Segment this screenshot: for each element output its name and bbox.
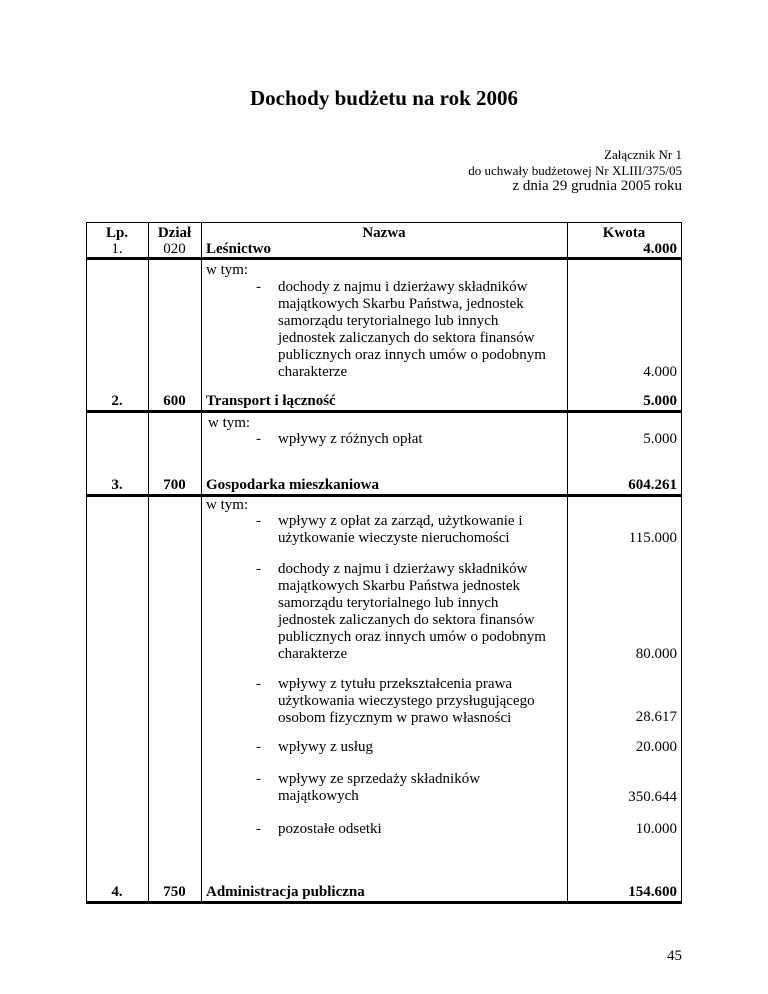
section-3-item-6-bullet: - (256, 821, 261, 837)
line: publicznych oraz innych umów o podobnym (278, 629, 546, 645)
line: wpływy ze sprzedaży składników (278, 771, 481, 787)
section-2-item-1-bullet: - (256, 431, 261, 447)
line: użytkowania wieczystego przysługującego (278, 693, 535, 709)
line: osobom fizycznym w prawo własności (278, 710, 512, 726)
page-title: Dochody budżetu na rok 2006 (250, 86, 518, 110)
section-2-item-1-amount: 5.000 (643, 431, 677, 447)
row-separator-2 (86, 410, 682, 413)
annex-line-3: z dnia 29 grudnia 2005 roku (512, 178, 682, 194)
section-2-item-1-text (278, 431, 423, 448)
section-3-w-tym: w tym: (206, 497, 249, 513)
line: samorządu terytorialnego lub innych (278, 595, 499, 611)
header-lp: Lp. (105, 225, 129, 241)
header-nazwa: Nazwa (362, 225, 406, 241)
section-3-item-2-bullet: - (256, 561, 261, 577)
page-number: 45 (667, 948, 682, 964)
line: wpływy z usług (278, 739, 373, 755)
line: wpływy z różnych opłat (278, 431, 423, 447)
line: samorządu terytorialnego lub innych (278, 313, 499, 329)
row-separator-3 (86, 494, 682, 497)
line: majątkowych Skarbu Państwa, jednostek (278, 296, 524, 312)
section-1-lp: 1. (111, 241, 123, 257)
row-separator-4 (86, 901, 682, 904)
section-1-dzial: 020 (163, 241, 186, 257)
section-3-lp: 3. (111, 477, 123, 493)
section-3-item-6-amount: 10.000 (635, 821, 677, 837)
section-3-item-6-text (278, 821, 382, 838)
header-dzial: Dział (157, 225, 192, 241)
table-col-divider-1 (148, 222, 149, 903)
line: majątkowych (278, 788, 359, 804)
section-4-dzial: 750 (163, 884, 186, 900)
section-4-amount: 154.600 (628, 884, 677, 900)
section-3-name: Gospodarka mieszkaniowa (206, 477, 379, 493)
line: wpływy z opłat za zarząd, użytkowanie i (278, 513, 523, 529)
annex-line-1: Załącznik Nr 1 (604, 147, 682, 162)
section-3-item-2-text (278, 561, 546, 663)
table-col-divider-2 (201, 222, 202, 903)
section-3-item-1-amount: 115.000 (628, 530, 677, 546)
section-3-item-4-amount: 20.000 (635, 739, 677, 755)
line: użytkowanie wieczyste nieruchomości (278, 530, 510, 546)
line: jednostek zaliczanych do sektora finansów (278, 330, 535, 346)
table-right-border (681, 222, 682, 903)
section-2-name: Transport i łączność (206, 393, 336, 409)
section-3-item-3-bullet: - (256, 676, 261, 692)
section-4-name: Administracja publiczna (206, 884, 365, 900)
section-3-item-1-bullet: - (256, 513, 261, 529)
section-2-w-tym: w tym: (208, 415, 251, 431)
line: pozostałe odsetki (278, 821, 382, 837)
section-3-item-1-text (278, 513, 522, 547)
section-3-item-5-text (278, 771, 480, 805)
line: wpływy z tytułu przekształcenia prawa (278, 676, 513, 692)
section-3-dzial: 700 (163, 477, 186, 493)
section-3-item-4-text (278, 739, 373, 756)
line: majątkowych Skarbu Państwa jednostek (278, 578, 521, 594)
section-1-w-tym: w tym: (206, 262, 249, 278)
section-3-item-2-amount: 80.000 (635, 646, 677, 662)
line: charakterze (278, 646, 348, 662)
line: dochody z najmu i dzierżawy składników (278, 279, 528, 295)
section-1-amount: 4.000 (643, 241, 677, 257)
annex-line-2: do uchwały budżetowej Nr XLIII/375/05 (468, 163, 682, 178)
section-1-item-1-amount: 4.000 (643, 364, 677, 380)
section-1-item-1-text (278, 279, 546, 381)
section-3-item-5-amount: 350.644 (628, 789, 677, 805)
section-4-lp: 4. (111, 884, 123, 900)
line: dochody z najmu i dzierżawy składników (278, 561, 528, 577)
section-3-item-4-bullet: - (256, 739, 261, 755)
section-1-name: Leśnictwo (206, 241, 271, 257)
section-1-item-1-bullet: - (256, 279, 261, 295)
line: charakterze (278, 364, 348, 380)
table-top-border (86, 222, 682, 223)
section-3-amount: 604.261 (628, 477, 677, 493)
header-kwota: Kwota (602, 225, 646, 241)
section-2-amount: 5.000 (643, 393, 677, 409)
section-3-item-3-amount: 28.617 (635, 709, 677, 725)
line: jednostek zaliczanych do sektora finansów (278, 612, 535, 628)
section-2-lp: 2. (111, 393, 123, 409)
section-3-item-5-bullet: - (256, 771, 261, 787)
section-3-item-3-text (278, 676, 535, 727)
table-left-border (86, 222, 87, 903)
section-2-dzial: 600 (163, 393, 186, 409)
line: publicznych oraz innych umów o podobnym (278, 347, 546, 363)
